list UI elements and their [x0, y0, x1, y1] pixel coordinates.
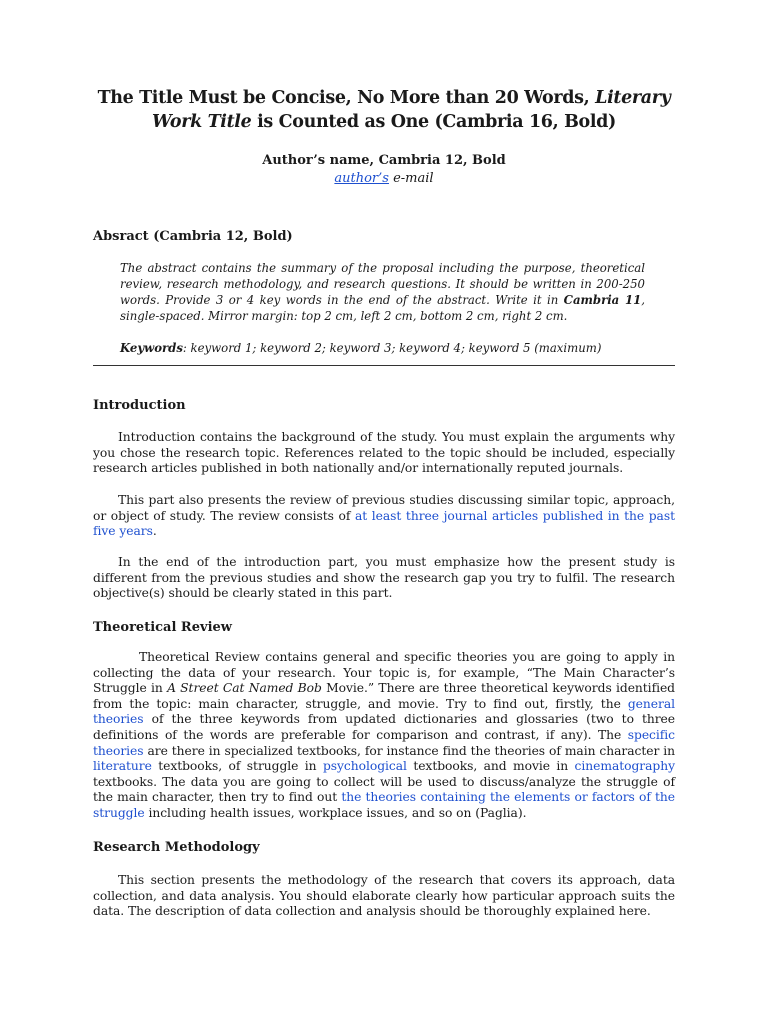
abstract-text: [120, 260, 645, 324]
author-name: Author’s name, Cambria 12, Bold: [262, 153, 506, 168]
title-part-1: The Title Must be Concise, No More than 20 Words,: [97, 88, 596, 108]
introduction-paragraph-3: In the end of the introduction part, you must emphasize how the present study is different from the previous studies and show the research gap you try to fulfil. The research objective(s) should be clearly stated in this part.: [93, 555, 675, 601]
author-block: [93, 152, 675, 188]
tr-text-13: textbooks. The data you are going to collect will be used to discuss/analyze the struggle of the main character, then try to find out: [93, 774, 675, 805]
tr-text-11: textbooks, and movie in: [406, 759, 575, 774]
keywords-line: [120, 340, 645, 356]
tr-text-15: including health issues, workplace issues, and so on (Paglia).: [144, 805, 527, 820]
tr-text-5: of the three keywords from updated dictionaries and glossaries (two to three definitions of the words are preferable for comparison and contrast, if any). The: [93, 712, 675, 742]
intro-p2-highlight: at least three journal articles published in the past five years: [93, 508, 675, 539]
abstract-text-1: The abstract contains the summary of the proposal including the purpose, theoretical review, research methodology, and research questions. It should be written in 200-250 words. Provide 3 or 4 key words in the end of the abstract. Write it in: [120, 261, 645, 307]
abstract-text-bold: Cambria 11: [563, 293, 642, 307]
keywords-label: Keywords: [120, 341, 183, 355]
tr-psychological: psychological: [322, 759, 407, 774]
tr-movie-title: A Street Cat Named Bob: [167, 681, 322, 696]
research-methodology-paragraph: This section presents the methodology of the research that covers its approach, data collection, and data analysis. You should elaborate clearly how particular approach suits the data. The description of data collection and analysis should be thoroughly explained here.: [93, 873, 675, 919]
research-methodology-heading: Research Methodology: [93, 840, 260, 855]
tr-theories-elements: the theories containing the elements or factors of the struggle: [93, 790, 675, 820]
tr-general-theories: general theories: [93, 696, 675, 727]
title-italic: Literary Work Title: [152, 88, 671, 132]
tr-text-3: Movie.” There are three theoretical keywords identified from the topic: main character, struggle, and movie. Try to find out, firstly, the: [93, 681, 675, 711]
theoretical-review-paragraph: [93, 650, 675, 822]
paper-title: [93, 86, 675, 134]
introduction-paragraph-1: Introduction contains the background of the study. You must explain the arguments why you chose the research topic. References related to the topic should be included, especially research articles published in both nationally and/or internationally reputed journals.: [93, 430, 675, 476]
abstract-heading: Absract (Cambria 12, Bold): [93, 229, 293, 244]
tr-cinematography: cinematography: [574, 759, 676, 774]
tr-specific-theories: specific theories: [93, 727, 675, 758]
title-part-2: is Counted as One (Cambria 16, Bold): [251, 112, 616, 132]
intro-p2-end: .: [152, 524, 157, 539]
introduction-paragraph-2: [93, 493, 675, 540]
author-email-link[interactable]: author’s: [334, 171, 389, 186]
author-email: [93, 170, 675, 188]
tr-text-1: Theoretical Review contains general and specific theories you are going to apply in collecting the data of your research. Your topic is, for example, “The Main Character’s Struggle in: [93, 650, 675, 696]
introduction-heading: Introduction: [93, 398, 186, 413]
abstract-divider: [93, 365, 675, 366]
tr-literature: literature: [93, 759, 152, 774]
abstract-text-2: , single-spaced. Mirror margin: top 2 cm, left 2 cm, bottom 2 cm, right 2 cm.: [120, 293, 646, 323]
author-email-rest: e-mail: [388, 171, 434, 186]
keywords-text: : keyword 1; keyword 2; keyword 3; keyword 4; keyword 5 (maximum): [182, 341, 602, 355]
tr-text-9: textbooks, of struggle in: [151, 759, 323, 774]
intro-p2-text: This part also presents the review of previous studies discussing similar topic, approach, or object of study. The review consists of: [93, 493, 675, 523]
tr-text-7: are there in specialized textbooks, for instance find the theories of main character in: [143, 743, 675, 758]
theoretical-review-heading: Theoretical Review: [93, 620, 232, 635]
